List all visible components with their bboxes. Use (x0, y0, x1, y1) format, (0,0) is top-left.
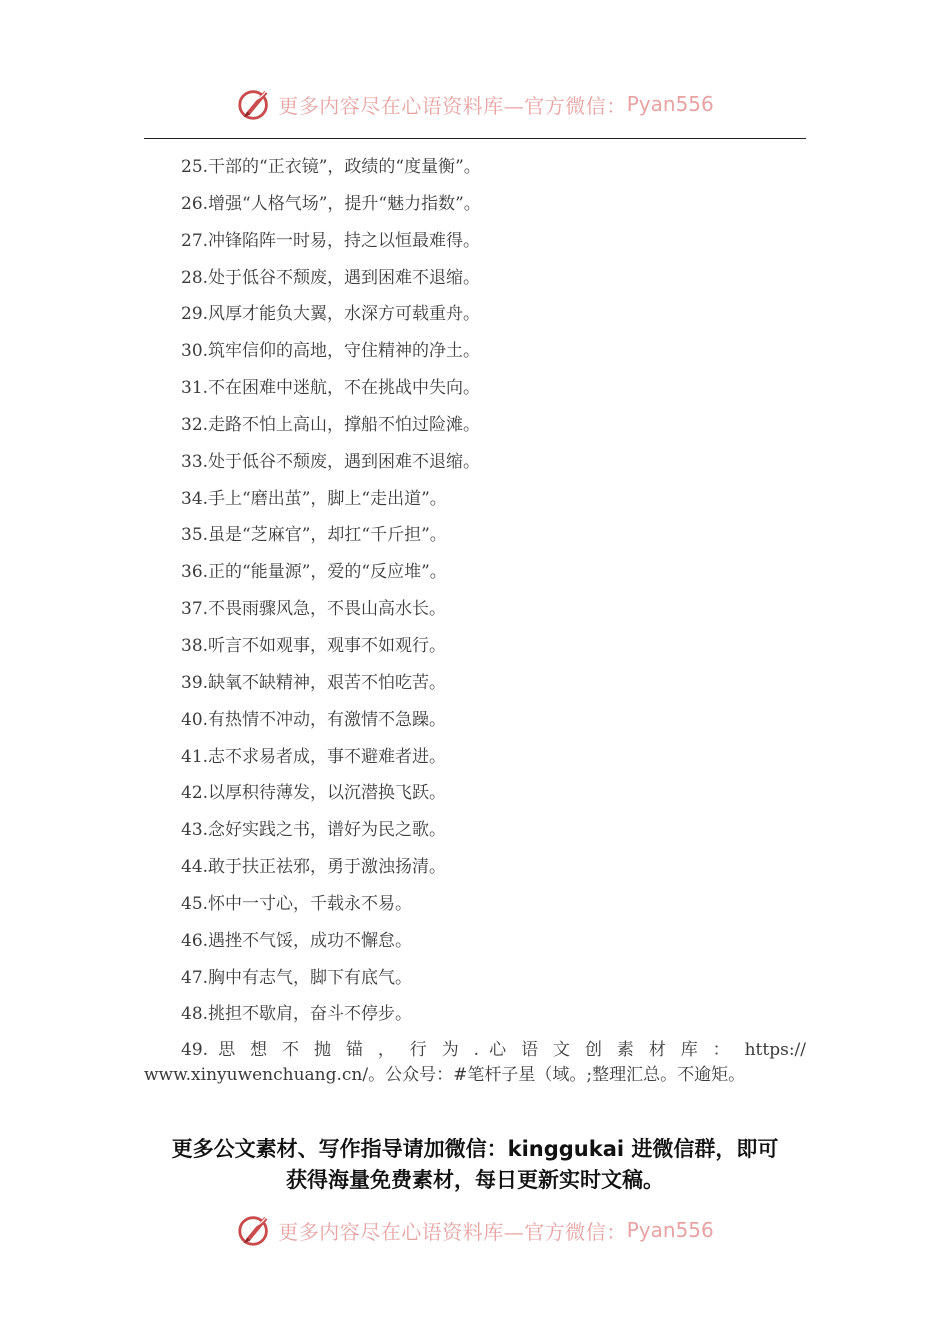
list-item: 39.缺氧不缺精神，艰苦不怕吃苦。 (181, 672, 447, 693)
list-item: 25.干部的“正衣镜”，政绩的“度量衡”。 (181, 157, 481, 177)
banner-handle: Pyan556 (626, 92, 714, 116)
slogan-list (181, 152, 811, 1036)
list-item: 35.虽是“芝麻官”，却扛“千斤担”。 (181, 525, 447, 546)
last-line-part2: www.xinyuwenchuang.cn/。公众号：#笔杆子星（域。;整理汇总。不逾矩。 (144, 1065, 746, 1085)
banner-text: 更多内容尽在心语资料库—官方微信： (278, 1219, 627, 1244)
list-item: 38.听言不如观事，观事不如观行。 (181, 635, 447, 656)
notice-line-2: 获得海量免费素材，每日更新实时文稿。 (286, 1168, 664, 1192)
header-banner (0, 82, 950, 126)
quill-pen-seal-icon (236, 85, 274, 123)
list-item: 44.敢于扶正祛邪，勇于激浊扬清。 (181, 857, 447, 878)
wechat-notice (144, 1134, 806, 1196)
footer-banner (0, 1208, 950, 1252)
list-item: 34.手上“磨出茧”，脚上“走出道”。 (181, 488, 447, 509)
last-line-part1: 49. 思 想 不 抛 锚 ， 行 为 . 心 语 文 创 素 材 库 ： https:// (181, 1040, 806, 1060)
list-item: 47.胸中有志气，脚下有底气。 (181, 967, 413, 988)
list-item: 45.怀中一寸心，千载永不易。 (181, 893, 413, 914)
list-item: 33.处于低谷不颓废，遇到困难不退缩。 (181, 451, 481, 472)
list-item-last (144, 1038, 806, 1088)
list-item: 36.正的“能量源”，爱的“反应堆”。 (181, 562, 447, 583)
quill-pen-seal-icon (236, 1211, 274, 1249)
list-item: 26.增强“人格气场”，提升“魅力指数”。 (181, 193, 481, 214)
list-item: 37.不畏雨骤风急，不畏山高水长。 (181, 599, 447, 620)
header-divider (144, 138, 806, 139)
list-item: 30.筑牢信仰的高地，守住精神的净土。 (181, 341, 481, 362)
banner-text: 更多内容尽在心语资料库—官方微信： (278, 93, 627, 118)
list-item: 40.有热情不冲动，有激情不急躁。 (181, 709, 447, 730)
notice-line-1: 更多公文素材、写作指导请加微信：kinggukai 进微信群，即可 (171, 1137, 779, 1161)
list-item: 27.冲锋陷阵一时易，持之以恒最难得。 (181, 230, 481, 251)
list-item: 28.处于低谷不颓废，遇到困难不退缩。 (181, 267, 481, 288)
list-item: 31.不在困难中迷航，不在挑战中失向。 (181, 378, 481, 399)
list-item: 48.挑担不歇肩，奋斗不停步。 (181, 1004, 413, 1025)
list-item: 43.念好实践之书，谱好为民之歌。 (181, 820, 447, 841)
list-item: 32.走路不怕上高山，撑船不怕过险滩。 (181, 414, 481, 435)
list-item: 46.遇挫不气馁，成功不懈怠。 (181, 930, 413, 951)
list-item: 29.风厚才能负大翼，水深方可载重舟。 (181, 304, 481, 325)
list-item: 42.以厚积待薄发，以沉潜换飞跃。 (181, 783, 447, 804)
list-item: 41.志不求易者成，事不避难者进。 (181, 746, 447, 767)
banner-handle: Pyan556 (626, 1218, 714, 1242)
